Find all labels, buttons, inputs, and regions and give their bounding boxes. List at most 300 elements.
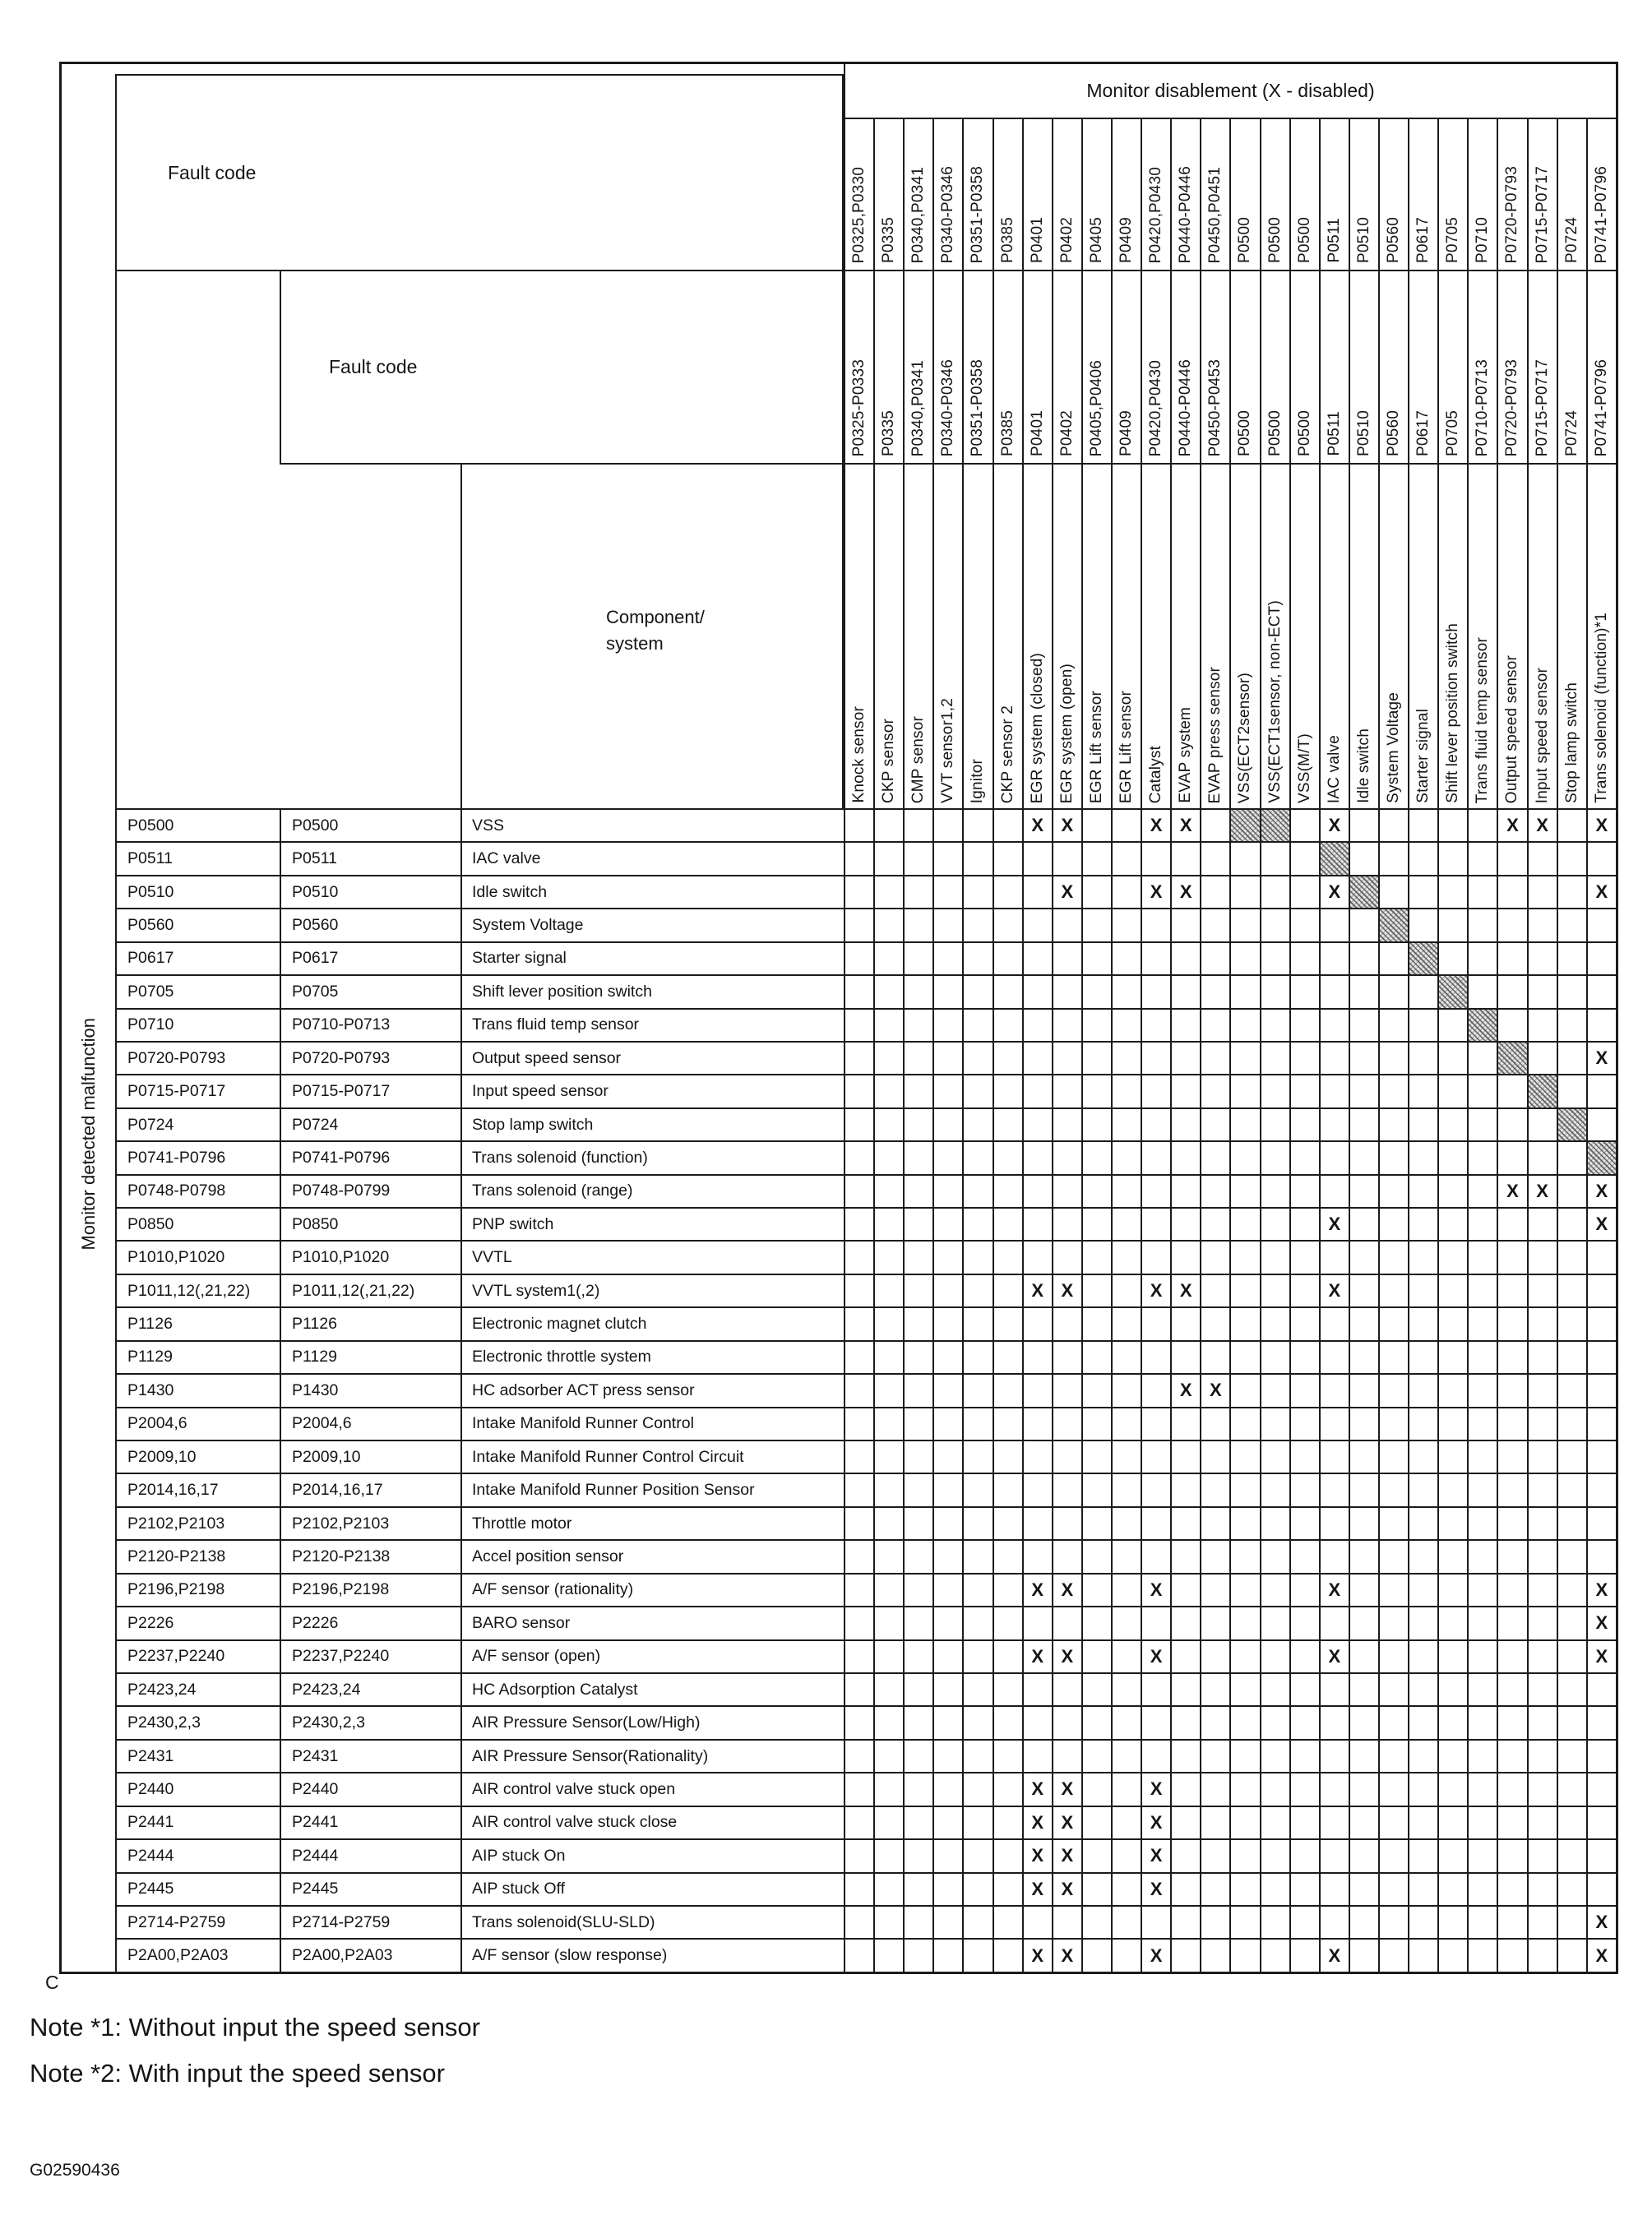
matrix-cell	[1319, 1043, 1349, 1074]
column-header-label: P0409	[1118, 410, 1136, 456]
matrix-cell	[1586, 1342, 1616, 1373]
matrix-cell	[993, 1840, 1022, 1871]
matrix-cell	[1229, 1641, 1259, 1672]
fault-code-cell-2: P0724	[280, 1109, 460, 1140]
disabled-mark-cell: X	[1586, 1940, 1616, 1971]
matrix-cell	[1408, 1109, 1437, 1140]
matrix-cell	[1497, 876, 1526, 908]
matrix-cell	[1022, 1176, 1052, 1207]
matrix-cell	[1319, 1342, 1349, 1373]
column-header-label: P0560	[1385, 410, 1403, 456]
matrix-cell	[1586, 1441, 1616, 1473]
column-header-11	[1141, 271, 1170, 463]
matrix-cell	[844, 1741, 873, 1772]
matrix-cell	[1229, 1773, 1259, 1805]
disabled-mark-cell: X	[1586, 1209, 1616, 1240]
matrix-cell	[1467, 1142, 1497, 1173]
matrix-cell	[993, 1308, 1022, 1339]
matrix-cell	[1022, 1010, 1052, 1041]
matrix-cell	[1408, 1940, 1437, 1971]
matrix-cell	[1170, 1308, 1200, 1339]
matrix-cell	[1289, 943, 1319, 974]
matrix-cell	[1557, 1807, 1586, 1838]
matrix-cell	[1527, 1342, 1557, 1373]
table-row	[115, 1840, 1616, 1873]
matrix-cell	[932, 1408, 962, 1440]
matrix-cell	[1467, 843, 1497, 874]
matrix-cell	[1111, 1840, 1141, 1871]
column-header-7	[1022, 119, 1052, 270]
matrix-cell	[1111, 1275, 1141, 1306]
matrix-cell	[1260, 1575, 1289, 1606]
matrix-cell	[1141, 1242, 1170, 1273]
matrix-row-cells	[844, 1707, 1616, 1738]
matrix-cell	[1081, 1541, 1111, 1572]
matrix-cell	[1349, 1043, 1378, 1074]
table-row	[115, 1674, 1616, 1707]
component-system-cell: AIR Pressure Sensor(Rationality)	[460, 1741, 844, 1772]
matrix-cell	[1200, 1508, 1229, 1539]
matrix-cell	[1081, 1441, 1111, 1473]
fault-code-cell-1: P0724	[115, 1109, 280, 1140]
matrix-cell	[1022, 876, 1052, 908]
column-header-label: VSS(ECT2sensor)	[1236, 672, 1254, 803]
matrix-cell	[1467, 1242, 1497, 1273]
fault-code-cell-2: P1430	[280, 1375, 460, 1406]
column-header-26	[1586, 271, 1616, 463]
matrix-cell	[993, 1641, 1022, 1672]
matrix-cell	[1497, 1209, 1526, 1240]
matrix-cell	[1378, 1807, 1408, 1838]
matrix-cell	[1497, 1474, 1526, 1505]
matrix-cell	[1111, 1508, 1141, 1539]
matrix-cell	[1141, 1308, 1170, 1339]
matrix-cell	[993, 1441, 1022, 1473]
matrix-cell	[1497, 1674, 1526, 1705]
matrix-cell	[932, 1773, 962, 1805]
matrix-cell	[1170, 1541, 1200, 1572]
column-header-11	[1141, 119, 1170, 270]
component-system-cell: AIP stuck Off	[460, 1874, 844, 1905]
matrix-cell	[1408, 1840, 1437, 1871]
fault-code-cell-1: P2431	[115, 1741, 280, 1772]
matrix-cell	[1200, 943, 1229, 974]
matrix-cell	[962, 1907, 992, 1938]
matrix-cell	[1527, 1474, 1557, 1505]
matrix-cell	[844, 1575, 873, 1606]
matrix-cell	[932, 1607, 962, 1639]
matrix-cell	[903, 1807, 932, 1838]
column-header-9	[1081, 271, 1111, 463]
matrix-cell	[1141, 1674, 1170, 1705]
table-row	[115, 1342, 1616, 1375]
column-header-4	[932, 271, 962, 463]
matrix-cell	[1111, 810, 1141, 841]
fault-code-cell-2: P2445	[280, 1874, 460, 1905]
self-reference-cell	[1527, 1075, 1557, 1107]
matrix-cell	[932, 1907, 962, 1938]
matrix-cell	[1289, 1807, 1319, 1838]
matrix-cell	[1349, 1142, 1378, 1173]
component-system-cell: VVTL system1(,2)	[460, 1275, 844, 1306]
fault-code-cell-1: P2440	[115, 1773, 280, 1805]
matrix-cell	[844, 1474, 873, 1505]
column-header-15	[1260, 119, 1289, 270]
matrix-cell	[1408, 1674, 1437, 1705]
disabled-mark-cell: X	[1022, 1575, 1052, 1606]
matrix-cell	[993, 1508, 1022, 1539]
matrix-cell	[993, 1075, 1022, 1107]
table-row	[115, 843, 1616, 876]
matrix-cell	[1378, 1508, 1408, 1539]
matrix-cell	[1289, 1840, 1319, 1871]
matrix-cell	[993, 1807, 1022, 1838]
table-row	[115, 943, 1616, 976]
column-header-label: P0710-P0713	[1474, 358, 1492, 456]
matrix-cell	[1289, 1375, 1319, 1406]
matrix-cell	[1081, 943, 1111, 974]
matrix-cell	[1437, 1043, 1467, 1074]
matrix-cell	[873, 1209, 903, 1240]
matrix-cell	[1200, 1043, 1229, 1074]
matrix-cell	[1052, 976, 1081, 1007]
matrix-cell	[1497, 1308, 1526, 1339]
matrix-cell	[1467, 876, 1497, 908]
disabled-mark-cell: X	[1052, 1840, 1081, 1871]
column-header-2	[873, 119, 903, 270]
matrix-cell	[873, 1840, 903, 1871]
matrix-cell	[844, 1441, 873, 1473]
matrix-cell	[1467, 1874, 1497, 1905]
fault-code-cell-1: P2102,P2103	[115, 1508, 280, 1539]
matrix-cell	[1467, 1773, 1497, 1805]
matrix-cell	[1378, 1010, 1408, 1041]
matrix-cell	[1022, 1342, 1052, 1373]
matrix-cell	[1497, 1109, 1526, 1140]
matrix-cell	[1081, 909, 1111, 941]
fault-code-cell-1: P2009,10	[115, 1441, 280, 1473]
matrix-cell	[1170, 1773, 1200, 1805]
matrix-cell	[1081, 1043, 1111, 1074]
column-header-20	[1408, 119, 1437, 270]
column-header-label: P0450-P0453	[1206, 358, 1224, 456]
matrix-cell	[932, 1674, 962, 1705]
fault-code-cell-2: P1011,12(,21,22)	[280, 1275, 460, 1306]
matrix-cell	[993, 1607, 1022, 1639]
matrix-cell	[1408, 1043, 1437, 1074]
matrix-cell	[1349, 1109, 1378, 1140]
monitor-disablement-title: Monitor disablement (X - disabled)	[844, 64, 1616, 119]
matrix-cell	[873, 1674, 903, 1705]
matrix-cell	[1170, 909, 1200, 941]
disabled-mark-cell: X	[1319, 1275, 1349, 1306]
matrix-cell	[1200, 810, 1229, 841]
matrix-cell	[1081, 1242, 1111, 1273]
table-row	[115, 1474, 1616, 1507]
column-header-label: Idle switch	[1354, 728, 1372, 803]
matrix-cell	[1052, 1308, 1081, 1339]
matrix-cell	[1557, 1242, 1586, 1273]
matrix-cell	[1497, 1375, 1526, 1406]
table-row	[115, 1043, 1616, 1075]
fault-code-cell-1: P2226	[115, 1607, 280, 1639]
matrix-cell	[1349, 1575, 1378, 1606]
matrix-cell	[1557, 1607, 1586, 1639]
column-header-23	[1497, 271, 1526, 463]
matrix-cell	[1289, 1242, 1319, 1273]
table-row	[115, 1308, 1616, 1341]
matrix-cell	[1437, 1342, 1467, 1373]
matrix-cell	[1408, 1607, 1437, 1639]
matrix-cell	[1557, 810, 1586, 841]
column-header-label: Shift lever position switch	[1444, 623, 1462, 803]
matrix-cell	[1349, 1741, 1378, 1772]
matrix-cell	[1022, 1408, 1052, 1440]
component-system-cell: Electronic throttle system	[460, 1342, 844, 1373]
matrix-cell	[1349, 1641, 1378, 1672]
matrix-cell	[962, 1707, 992, 1738]
matrix-cell	[932, 1242, 962, 1273]
matrix-cell	[1170, 1474, 1200, 1505]
matrix-cell	[1437, 1142, 1467, 1173]
matrix-cell	[1408, 1275, 1437, 1306]
component-system-cell: Idle switch	[460, 876, 844, 908]
matrix-cell	[1260, 1707, 1289, 1738]
matrix-row-cells	[844, 1607, 1616, 1639]
matrix-cell	[1408, 1142, 1437, 1173]
fault-code-cell-1: P2A00,P2A03	[115, 1940, 280, 1971]
matrix-cell	[1437, 1807, 1467, 1838]
matrix-cell	[1557, 1010, 1586, 1041]
fault-code-cell-1: P2237,P2240	[115, 1641, 280, 1672]
matrix-cell	[1081, 1010, 1111, 1041]
matrix-cell	[993, 1907, 1022, 1938]
fault-code-cell-1: P2120-P2138	[115, 1541, 280, 1572]
matrix-cell	[962, 1176, 992, 1207]
matrix-cell	[873, 1308, 903, 1339]
matrix-cell	[1497, 976, 1526, 1007]
matrix-cell	[844, 1342, 873, 1373]
matrix-cell	[873, 1707, 903, 1738]
matrix-cell	[1022, 1043, 1052, 1074]
matrix-cell	[903, 976, 932, 1007]
matrix-cell	[1497, 1641, 1526, 1672]
matrix-cell	[1111, 1741, 1141, 1772]
matrix-cell	[1289, 1607, 1319, 1639]
matrix-cell	[962, 1741, 992, 1772]
matrix-cell	[844, 1242, 873, 1273]
matrix-cell	[1260, 1907, 1289, 1938]
matrix-row-cells	[844, 909, 1616, 941]
matrix-cell	[1229, 1375, 1259, 1406]
matrix-cell	[1349, 943, 1378, 974]
matrix-cell	[1437, 1242, 1467, 1273]
column-header-label: VSS(ECT1sensor, non-ECT)	[1266, 600, 1284, 803]
matrix-cell	[1497, 1575, 1526, 1606]
matrix-cell	[873, 976, 903, 1007]
column-header-label: Catalyst	[1147, 745, 1165, 803]
matrix-cell	[1437, 1441, 1467, 1473]
matrix-cell	[844, 1308, 873, 1339]
matrix-cell	[962, 1773, 992, 1805]
matrix-cell	[932, 1474, 962, 1505]
matrix-cell	[1349, 909, 1378, 941]
column-header-17	[1319, 465, 1349, 810]
matrix-cell	[1022, 1441, 1052, 1473]
matrix-cell	[1260, 1209, 1289, 1240]
matrix-cell	[1052, 1109, 1081, 1140]
column-header-label: P0405,P0406	[1087, 359, 1105, 456]
column-header-label: VVT sensor1,2	[939, 698, 957, 803]
matrix-cell	[993, 1940, 1022, 1971]
matrix-cell	[1052, 1209, 1081, 1240]
matrix-cell	[1319, 1773, 1349, 1805]
matrix-cell	[1052, 1375, 1081, 1406]
matrix-cell	[1081, 1773, 1111, 1805]
matrix-cell	[1319, 1874, 1349, 1905]
matrix-row-cells	[844, 1109, 1616, 1140]
matrix-cell	[1408, 876, 1437, 908]
matrix-row-cells	[844, 976, 1616, 1007]
table-row	[115, 1940, 1616, 1971]
matrix-cell	[873, 943, 903, 974]
matrix-cell	[1081, 810, 1111, 841]
column-header-label: P0715-P0717	[1533, 165, 1551, 263]
matrix-cell	[1022, 943, 1052, 974]
fault-code-cell-2: P2423,24	[280, 1674, 460, 1705]
matrix-cell	[1437, 1907, 1467, 1938]
matrix-cell	[1289, 1043, 1319, 1074]
matrix-cell	[1378, 976, 1408, 1007]
matrix-cell	[1260, 1010, 1289, 1041]
matrix-cell	[1319, 1075, 1349, 1107]
matrix-cell	[962, 1275, 992, 1306]
fault-code-cell-1: P0617	[115, 943, 280, 974]
matrix-cell	[1497, 1541, 1526, 1572]
matrix-cell	[844, 1907, 873, 1938]
matrix-row-cells	[844, 1807, 1616, 1838]
matrix-cell	[1260, 1940, 1289, 1971]
matrix-cell	[1111, 943, 1141, 974]
matrix-cell	[1170, 1674, 1200, 1705]
matrix-row-cells	[844, 876, 1616, 908]
matrix-cell	[932, 1010, 962, 1041]
table-row	[115, 1209, 1616, 1242]
matrix-cell	[903, 1607, 932, 1639]
matrix-cell	[1229, 1142, 1259, 1173]
fault-code-cell-2: P0511	[280, 843, 460, 874]
fault-code-cell-1: P0500	[115, 810, 280, 841]
matrix-cell	[1527, 1242, 1557, 1273]
matrix-cell	[844, 1375, 873, 1406]
matrix-cell	[1289, 1308, 1319, 1339]
fault-code-cell-1: P1010,P1020	[115, 1242, 280, 1273]
component-system-cell: A/F sensor (open)	[460, 1641, 844, 1672]
column-header-19	[1378, 465, 1408, 810]
column-header-label: P0500	[1295, 410, 1313, 456]
matrix-cell	[903, 1043, 932, 1074]
matrix-cell	[844, 1940, 873, 1971]
disabled-mark-cell: X	[1586, 810, 1616, 841]
column-header-4	[932, 119, 962, 270]
matrix-cell	[1467, 1408, 1497, 1440]
matrix-cell	[1349, 1674, 1378, 1705]
matrix-cell	[1557, 1474, 1586, 1505]
matrix-cell	[1111, 1940, 1141, 1971]
matrix-cell	[1557, 876, 1586, 908]
column-header-label: P0351-P0358	[969, 358, 987, 456]
matrix-cell	[1111, 843, 1141, 874]
component-system-cell: Intake Manifold Runner Control Circuit	[460, 1441, 844, 1473]
matrix-cell	[873, 1342, 903, 1373]
matrix-cell	[1319, 1807, 1349, 1838]
fault-code-cell-2: P2444	[280, 1840, 460, 1871]
matrix-cell	[1319, 1242, 1349, 1273]
column-header-13	[1200, 119, 1229, 270]
matrix-cell	[932, 1342, 962, 1373]
fault-code-cell-1: P0705	[115, 976, 280, 1007]
matrix-cell	[1200, 1641, 1229, 1672]
matrix-cell	[962, 1508, 992, 1539]
matrix-cell	[1467, 1674, 1497, 1705]
matrix-cell	[1349, 1773, 1378, 1805]
matrix-cell	[873, 810, 903, 841]
matrix-cell	[1467, 1741, 1497, 1772]
matrix-cell	[1022, 1508, 1052, 1539]
matrix-cell	[1497, 1242, 1526, 1273]
matrix-cell	[1260, 1308, 1289, 1339]
footnote-2: Note *2: With input the speed sensor	[30, 2059, 445, 2088]
matrix-cell	[1052, 1741, 1081, 1772]
fault-code-cell-1: P2714-P2759	[115, 1907, 280, 1938]
matrix-cell	[1408, 1874, 1437, 1905]
matrix-cell	[1557, 1075, 1586, 1107]
matrix-cell	[1111, 909, 1141, 941]
matrix-cell	[932, 876, 962, 908]
matrix-cell	[1557, 1275, 1586, 1306]
matrix-cell	[1527, 1308, 1557, 1339]
matrix-cell	[1319, 1308, 1349, 1339]
matrix-cell	[873, 1641, 903, 1672]
matrix-cell	[1141, 1707, 1170, 1738]
matrix-cell	[1349, 1176, 1378, 1207]
matrix-cell	[932, 1308, 962, 1339]
matrix-cell	[1141, 976, 1170, 1007]
matrix-cell	[873, 1575, 903, 1606]
matrix-cell	[844, 1176, 873, 1207]
matrix-cell	[1200, 843, 1229, 874]
matrix-cell	[1081, 1176, 1111, 1207]
matrix-cell	[1052, 1142, 1081, 1173]
fault-code-cell-2: P2440	[280, 1773, 460, 1805]
matrix-cell	[1586, 1674, 1616, 1705]
matrix-cell	[1141, 1474, 1170, 1505]
column-header-label: P0325-P0333	[850, 358, 868, 456]
matrix-cell	[844, 1807, 873, 1838]
column-header-label: P0405	[1087, 217, 1105, 263]
matrix-cell	[962, 1242, 992, 1273]
fault-code-cell-1: P2444	[115, 1840, 280, 1871]
matrix-cell	[1437, 1508, 1467, 1539]
matrix-row-cells	[844, 1209, 1616, 1240]
matrix-cell	[1200, 1474, 1229, 1505]
component-system-cell: Intake Manifold Runner Position Sensor	[460, 1474, 844, 1505]
fault-code-cell-2: P0500	[280, 810, 460, 841]
matrix-cell	[1349, 1840, 1378, 1871]
matrix-cell	[1022, 843, 1052, 874]
matrix-cell	[1229, 1575, 1259, 1606]
column-code-band-lower	[844, 271, 1616, 465]
